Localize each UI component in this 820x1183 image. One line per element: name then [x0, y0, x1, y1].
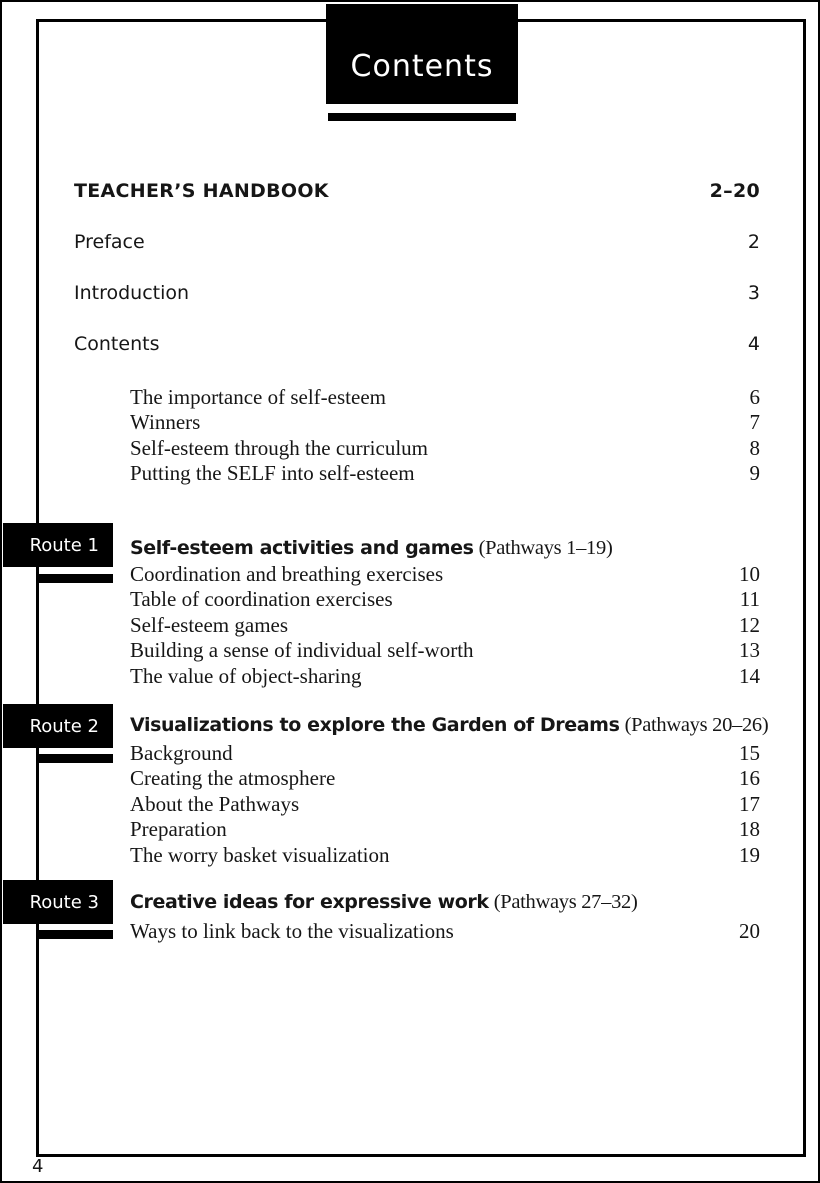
toc-entry-pages: 2–20 — [709, 180, 760, 202]
toc-row — [130, 638, 760, 663]
toc-row — [130, 919, 760, 944]
toc-row — [130, 792, 760, 817]
toc-entry-label: The value of object-sharing — [130, 664, 362, 688]
route-tab-label: Route 3 — [29, 891, 99, 913]
toc-entry-page: 15 — [739, 741, 760, 765]
toc-row — [130, 843, 760, 868]
toc-entry-label: The importance of self-esteem — [130, 385, 386, 409]
toc-entry-page: 6 — [749, 385, 760, 409]
toc-entry-label: Putting the SELF into self-esteem — [130, 461, 415, 485]
route-3-tab-bar — [38, 930, 113, 939]
route-1-tab — [3, 523, 113, 567]
route-1-tab-bar — [38, 574, 113, 583]
toc-entry-page: 4 — [747, 333, 760, 355]
toc-entry-page: 16 — [739, 766, 760, 790]
toc-entry-page: 9 — [749, 461, 760, 485]
toc-entry-label: The worry basket visualization — [130, 843, 390, 867]
toc-entry-label: Table of coordination exercises — [130, 587, 393, 611]
toc-entry-label: Background — [130, 741, 233, 765]
toc-entry-label: Creating the atmosphere — [130, 766, 336, 790]
toc-entry-page: 8 — [749, 436, 760, 460]
route-subtitle: (Pathways 27–32) — [493, 891, 638, 913]
toc-row — [130, 587, 760, 612]
toc-entry-page: 20 — [739, 919, 760, 943]
toc-entry-page: 14 — [739, 664, 760, 688]
route-tab-label: Route 2 — [29, 715, 99, 737]
toc-entry-page: 12 — [739, 613, 760, 637]
toc-entry-label: Introduction — [74, 282, 190, 304]
toc-entry-page: 3 — [747, 282, 760, 304]
toc-row-contents — [74, 333, 760, 355]
toc-row-preface — [74, 231, 760, 253]
toc-entry-label: Self-esteem through the curriculum — [130, 436, 428, 460]
toc-row — [130, 817, 760, 842]
contents-title-box — [326, 4, 518, 104]
route-1-heading — [130, 537, 612, 560]
folio-page-number: 4 — [32, 1156, 44, 1177]
toc-entry-label: Self-esteem games — [130, 613, 289, 637]
toc-entry-label: Contents — [74, 333, 160, 355]
route-subtitle: (Pathways 1–19) — [478, 537, 613, 559]
route-3-heading — [130, 891, 638, 914]
toc-row — [130, 562, 760, 587]
toc-row — [130, 741, 760, 766]
toc-entry-label: Preface — [74, 231, 145, 253]
route-2-heading — [130, 714, 768, 737]
toc-row — [130, 436, 760, 461]
toc-row — [130, 613, 760, 638]
toc-entry-label: Preparation — [130, 817, 227, 841]
page-title: Contents — [350, 48, 494, 84]
route-3-tab — [3, 880, 113, 924]
toc-row — [130, 410, 760, 435]
toc-row — [130, 766, 760, 791]
toc-entry-page: 7 — [749, 410, 760, 434]
title-underline-bar — [328, 113, 516, 121]
toc-row — [130, 461, 760, 486]
toc-entry-page: 11 — [739, 587, 760, 611]
toc-entry-label: Winners — [130, 410, 201, 434]
route-subtitle: (Pathways 20–26) — [624, 714, 769, 736]
toc-entry-label: About the Pathways — [130, 792, 300, 816]
toc-entry-label: Coordination and breathing exercises — [130, 562, 444, 586]
route-title: Visualizations to explore the Garden of Dreams — [130, 714, 620, 736]
toc-row-introduction — [74, 282, 760, 304]
toc-entry-page: 17 — [739, 792, 760, 816]
toc-handbook-row — [74, 180, 760, 202]
toc-row — [130, 385, 760, 410]
route-title: Self-esteem activities and games — [130, 537, 474, 559]
toc-entry-page: 13 — [739, 638, 760, 662]
toc-entry-label: Ways to link back to the visualizations — [130, 919, 454, 943]
route-2-tab-bar — [38, 754, 113, 763]
toc-entry-label: TEACHER’S HANDBOOK — [74, 180, 329, 202]
route-title: Creative ideas for expressive work — [130, 891, 489, 913]
toc-entry-page: 2 — [747, 231, 760, 253]
route-2-tab — [3, 704, 113, 748]
toc-entry-label: Building a sense of individual self-worth — [130, 638, 474, 662]
toc-entry-page: 18 — [739, 817, 760, 841]
toc-row — [130, 664, 760, 689]
toc-entry-page: 10 — [739, 562, 760, 586]
toc-entry-page: 19 — [739, 843, 760, 867]
route-tab-label: Route 1 — [29, 534, 99, 556]
